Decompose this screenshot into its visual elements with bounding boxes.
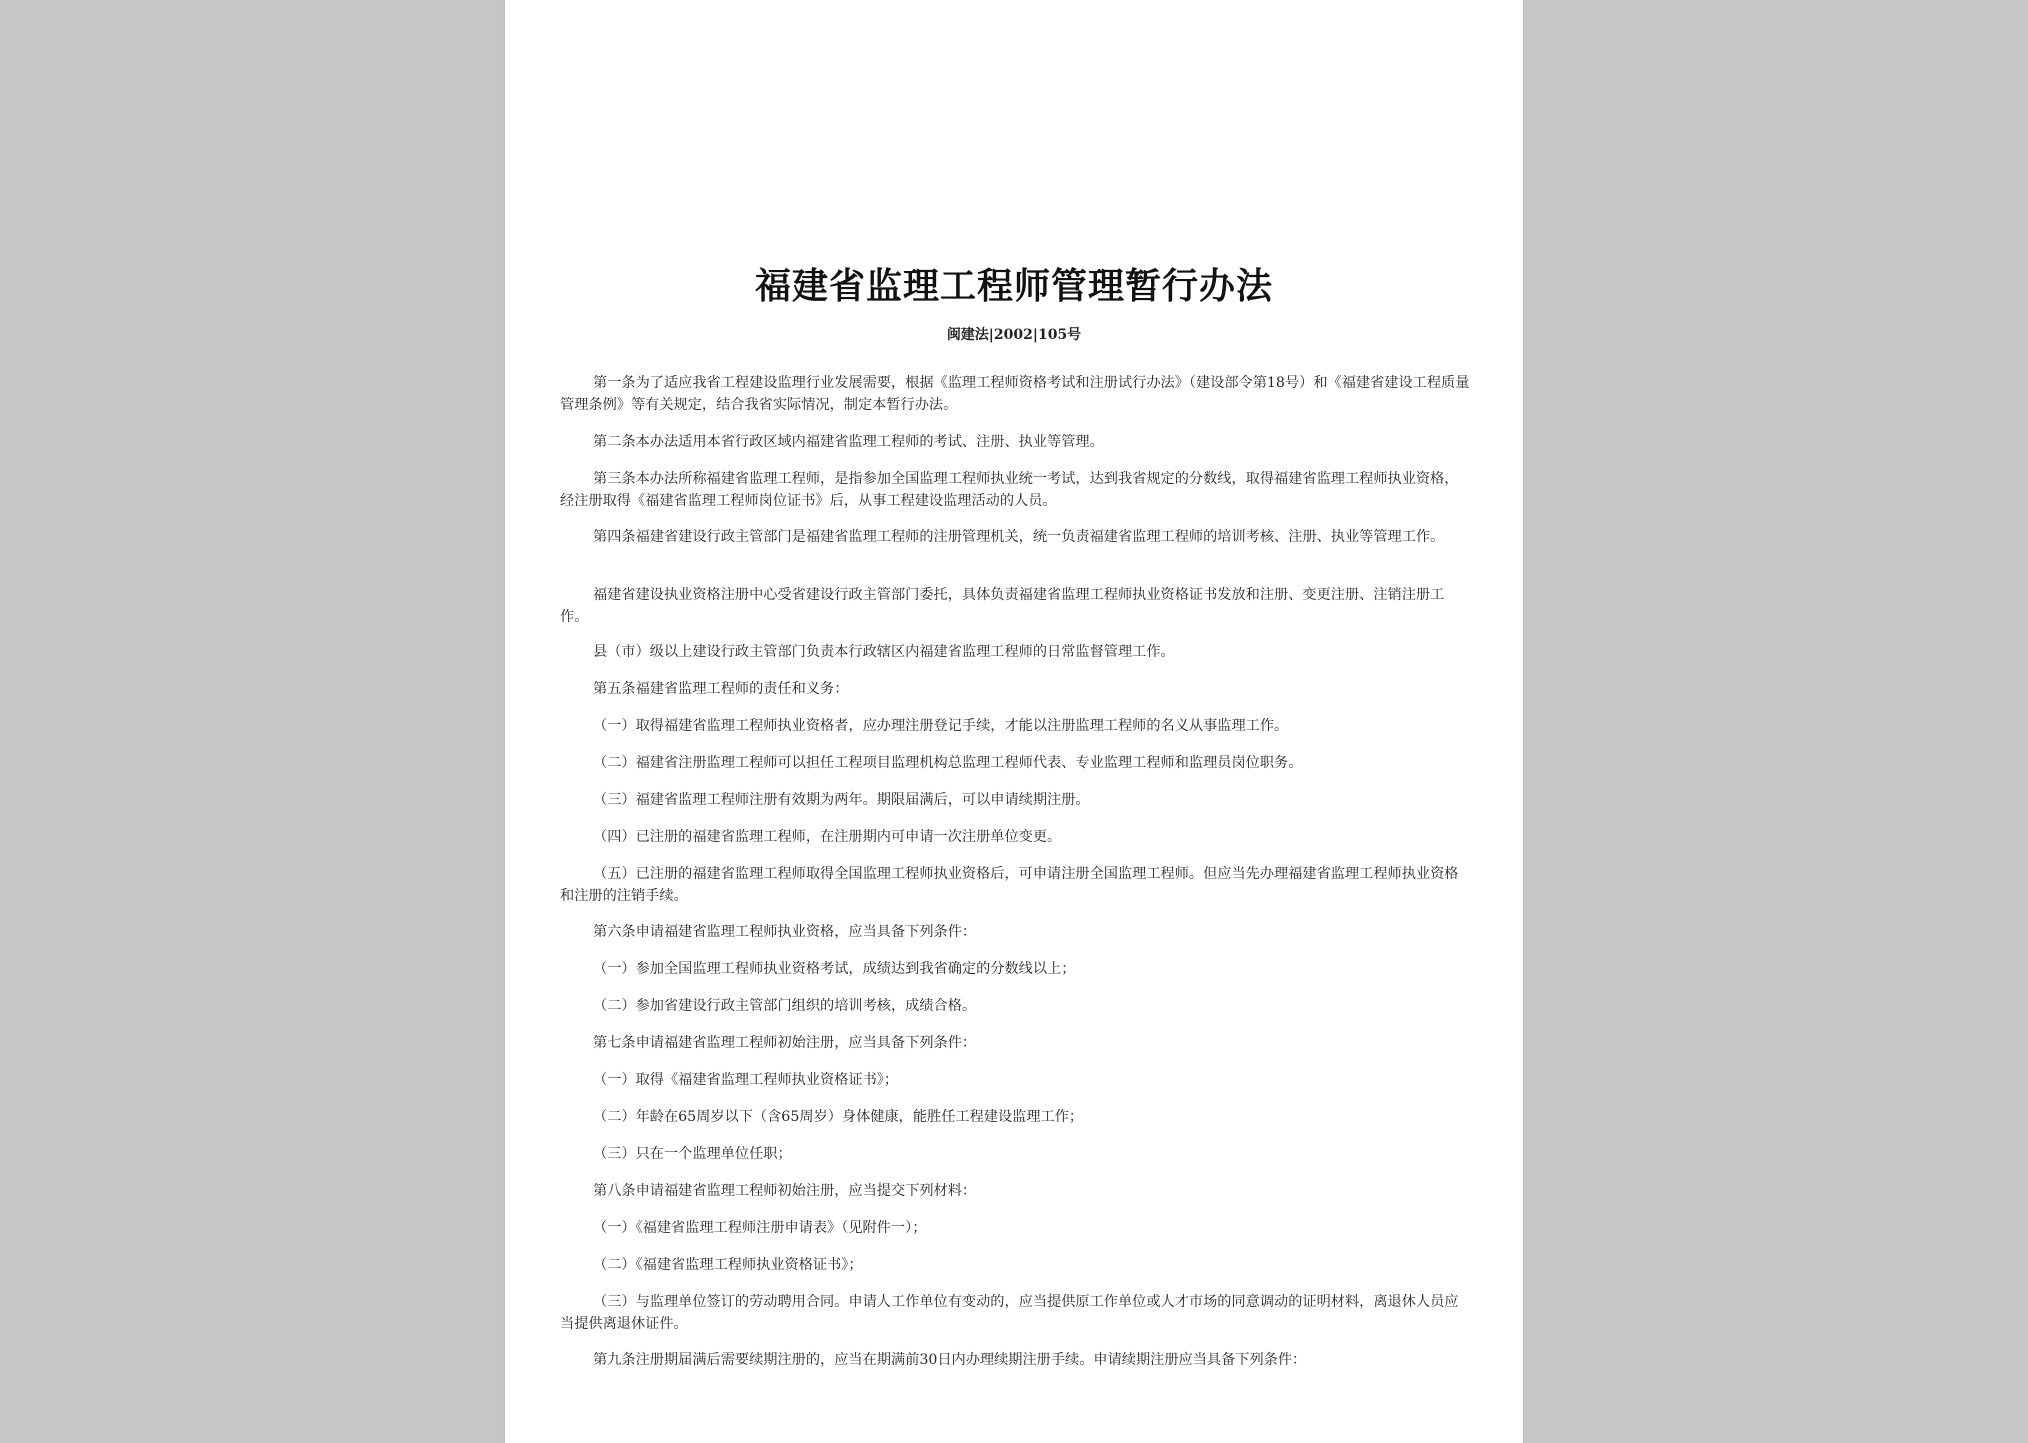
document-title: 福建省监理工程师管理暂行办法 <box>754 265 1273 307</box>
paragraph-article-5-item-2: （二）福建省注册监理工程师可以担任工程项目监理机构总监理工程师代表、专业监理工程师和监理员岗位职务。 <box>593 755 1303 771</box>
document-page <box>505 0 1523 1443</box>
paragraph-article-2: 第二条本办法适用本省行政区域内福建省监理工程师的考试、注册、执业等管理。 <box>593 434 1104 450</box>
document-number: 闽建法|2002|105号 <box>946 327 1082 343</box>
paragraph-article-5: 第五条福建省监理工程师的责任和义务： <box>593 681 849 697</box>
paragraph-article-4-part-2: 福建省建设执业资格注册中心受省建设行政主管部门委托，具体负责福建省监理工程师执业资格证书发放和注册、变更注册、注销注册工作。 <box>560 587 1445 625</box>
paragraph-article-3: 第三条本办法所称福建省监理工程师，是指参加全国监理工程师执业统一考试，达到我省规定的分数线，取得福建省监理工程师执业资格，经注册取得《福建省监理工程师岗位证书》后，从事工程建设监理活动的人员。 <box>560 471 1459 509</box>
paragraph-article-5-item-3: （三）福建省监理工程师注册有效期为两年。期限届满后，可以申请续期注册。 <box>593 792 1090 808</box>
paragraph-article-7-item-1: （一）取得《福建省监理工程师执业资格证书》； <box>593 1072 899 1088</box>
paragraph-article-5-item-5: （五）已注册的福建省监理工程师取得全国监理工程师执业资格后，可申请注册全国监理工程师。但应当先办理福建省监理工程师执业资格和注册的注销手续。 <box>560 866 1459 904</box>
paragraph-article-8-item-3: （三）与监理单位签订的劳动聘用合同。申请人工作单位有变动的，应当提供原工作单位或人才市场的同意调动的证明材料，离退休人员应当提供离退休证件。 <box>560 1294 1459 1332</box>
paragraph-article-5-item-1: （一）取得福建省监理工程师执业资格者，应办理注册登记手续，才能以注册监理工程师的名义从事监理工作。 <box>593 718 1289 734</box>
paragraph-article-4-part-3: 县（市）级以上建设行政主管部门负责本行政辖区内福建省监理工程师的日常监督管理工作。 <box>593 644 1175 660</box>
paragraph-article-6-item-2: （二）参加省建设行政主管部门组织的培训考核，成绩合格。 <box>593 998 977 1014</box>
paragraph-article-4: 第四条福建省建设行政主管部门是福建省监理工程师的注册管理机关，统一负责福建省监理工程师的培训考核、注册、执业等管理工作。 <box>593 529 1445 545</box>
paragraph-article-6-item-1: （一）参加全国监理工程师执业资格考试，成绩达到我省确定的分数线以上； <box>593 961 1076 977</box>
paragraph-article-8: 第八条申请福建省监理工程师初始注册，应当提交下列材料： <box>593 1183 977 1199</box>
paragraph-article-6: 第六条申请福建省监理工程师执业资格，应当具备下列条件： <box>593 924 977 940</box>
paragraph-article-7: 第七条申请福建省监理工程师初始注册，应当具备下列条件： <box>593 1035 977 1051</box>
paragraph-article-9: 第九条注册期届满后需要续期注册的，应当在期满前30日内办理续期注册手续。申请续期注册应当具备下列条件： <box>593 1352 1307 1368</box>
paragraph-article-7-item-2: （二）年龄在65周岁以下（含65周岁）身体健康，能胜任工程建设监理工作； <box>593 1109 1084 1125</box>
paragraph-article-1: 第一条为了适应我省工程建设监理行业发展需要，根据《监理工程师资格考试和注册试行办法》（建设部令第18号）和《福建省建设工程质量管理条例》等有关规定，结合我省实际情况，制定本暂行办法。 <box>560 375 1470 413</box>
paragraph-article-8-item-1: （一）《福建省监理工程师注册申请表》（见附件一）； <box>593 1220 927 1236</box>
paragraph-article-8-item-2: （二）《福建省监理工程师执业资格证书》； <box>593 1257 863 1273</box>
paragraph-article-7-item-3: （三）只在一个监理单位任职； <box>593 1146 792 1162</box>
paragraph-article-5-item-4: （四）已注册的福建省监理工程师，在注册期内可申请一次注册单位变更。 <box>593 829 1062 845</box>
